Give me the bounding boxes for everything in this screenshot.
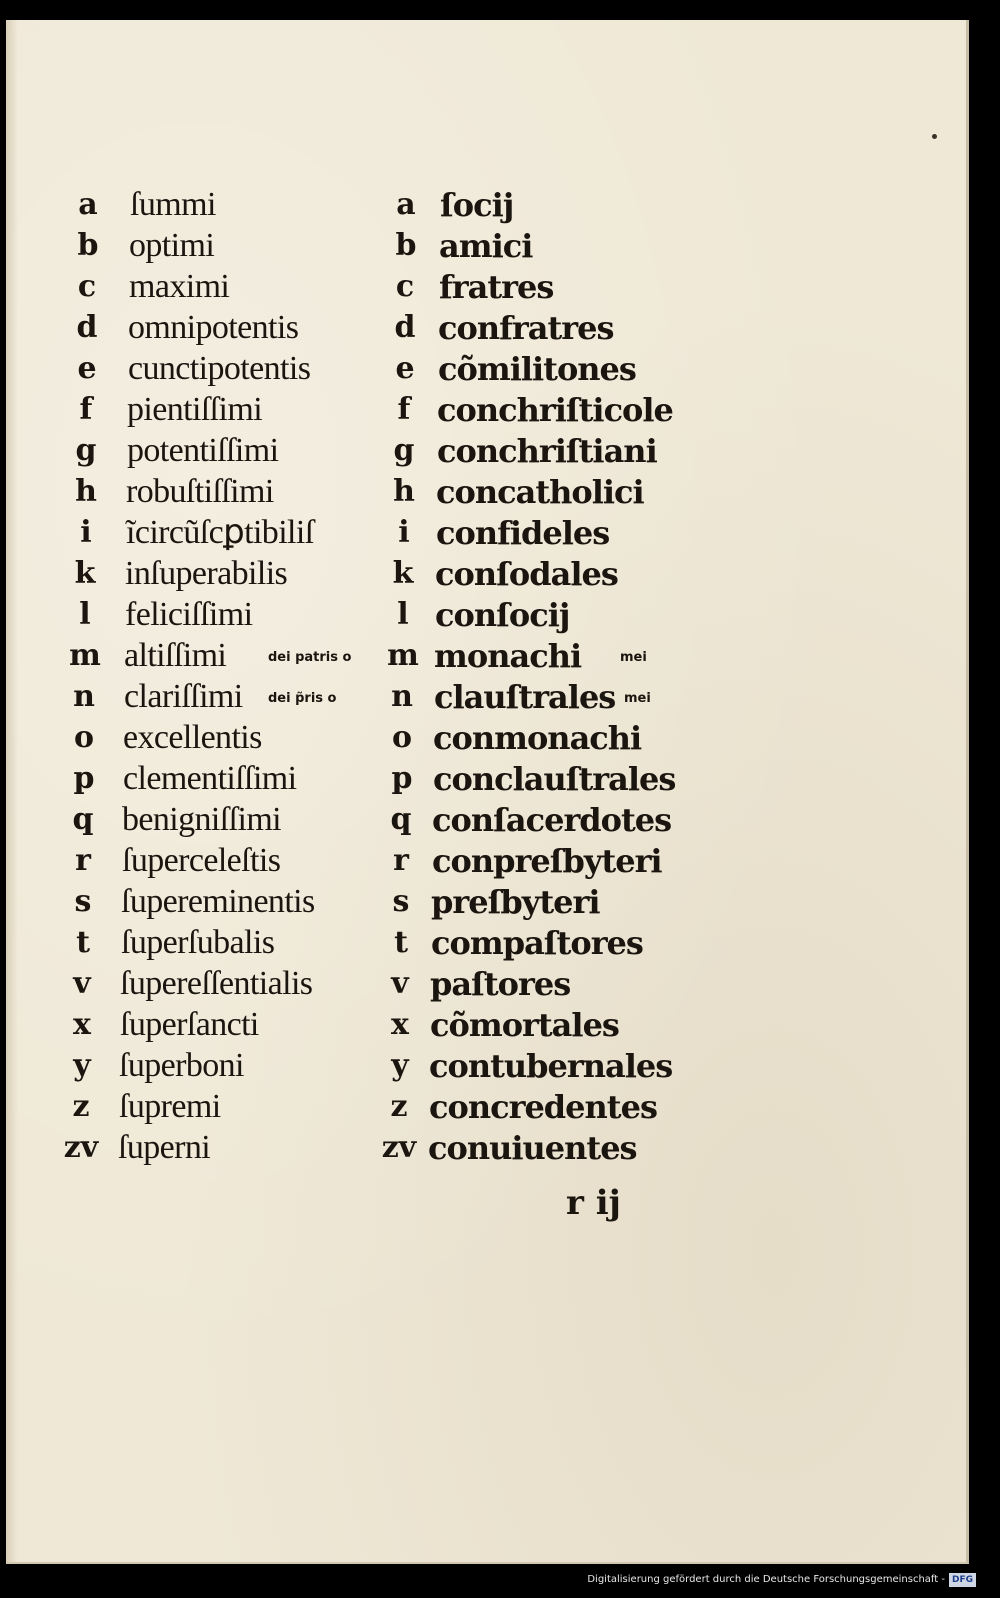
index-row — [6, 512, 966, 554]
left-word: ſuperni — [118, 1129, 211, 1166]
index-row — [6, 184, 966, 226]
right-letter: a — [396, 187, 416, 222]
index-row — [6, 1004, 966, 1046]
right-letter: i — [398, 515, 410, 550]
index-row — [6, 225, 966, 267]
left-letter: z — [72, 1089, 90, 1124]
left-word: excellentis — [123, 719, 262, 756]
left-word: ſummi — [130, 186, 216, 223]
index-row — [6, 676, 966, 718]
right-letter: h — [393, 474, 415, 509]
right-letter: c — [395, 269, 415, 304]
index-row — [6, 1045, 966, 1087]
right-letter: f — [397, 392, 411, 427]
left-word: clementiſſimi — [123, 760, 297, 797]
right-letter: m — [387, 638, 419, 673]
left-letter: s — [74, 884, 92, 919]
right-word: conclauſtrales — [433, 760, 676, 798]
right-word: monachi — [434, 637, 582, 675]
left-letter: q — [72, 802, 94, 837]
index-row — [6, 1086, 966, 1128]
index-row — [6, 635, 966, 677]
right-word: fratres — [439, 268, 554, 306]
right-word: preſbyteri — [431, 883, 600, 921]
right-letter: q — [390, 802, 412, 837]
right-letter: y — [391, 1048, 409, 1083]
index-row — [6, 1127, 966, 1169]
dfg-logo: DFG — [949, 1573, 976, 1587]
right-letter: e — [395, 351, 415, 386]
left-word: pientiſſimi — [127, 391, 263, 428]
right-word: cõmilitones — [438, 350, 636, 388]
right-letter: x — [391, 1007, 409, 1042]
left-letter: f — [79, 392, 93, 427]
left-word: omnipotentis — [128, 309, 299, 346]
ink-speck — [932, 134, 937, 139]
left-word: feliciſſimi — [125, 596, 253, 633]
right-letter: z — [390, 1089, 408, 1124]
left-letter: x — [73, 1007, 91, 1042]
index-row — [6, 758, 966, 800]
right-word: cõmortales — [430, 1006, 619, 1044]
right-word: compaſtores — [431, 924, 643, 962]
right-word: clauſtrales — [434, 678, 616, 716]
right-letter: p — [391, 761, 413, 796]
right-word: conſacerdotes — [432, 801, 672, 839]
right-word: conſocij — [435, 596, 570, 634]
index-row — [6, 266, 966, 308]
left-letter: r — [75, 843, 91, 878]
right-word: amici — [439, 227, 533, 265]
left-word: ſuperboni — [119, 1047, 244, 1084]
right-word: ſocij — [440, 186, 514, 224]
index-row — [6, 348, 966, 390]
left-word: robuſtiſſimi — [126, 473, 274, 510]
left-letter: d — [76, 310, 98, 345]
left-word: ſupereminentis — [121, 883, 315, 920]
left-word: potentiſſimi — [127, 432, 279, 469]
signature-mark: r ij — [566, 1183, 621, 1223]
right-word: conchriſticole — [437, 391, 673, 429]
right-word: conuiuentes — [428, 1129, 637, 1167]
right-note: mei — [620, 650, 647, 665]
left-letter: m — [69, 638, 101, 673]
right-word: concatholici — [436, 473, 644, 511]
right-letter: zv — [381, 1130, 417, 1165]
right-word: conpreſbyteri — [432, 842, 662, 880]
index-row — [6, 594, 966, 636]
left-note: dei p̃ris o — [268, 691, 337, 706]
right-letter: b — [395, 228, 417, 263]
right-letter: l — [397, 597, 409, 632]
right-letter: r — [393, 843, 409, 878]
digitization-credit — [587, 1572, 976, 1588]
left-word: maximi — [129, 268, 230, 305]
left-word: clariſſimi — [124, 678, 243, 715]
index-row — [6, 471, 966, 513]
left-letter: n — [73, 679, 95, 714]
right-word: confideles — [436, 514, 610, 552]
index-row — [6, 307, 966, 349]
index-row — [6, 717, 966, 759]
right-letter: n — [391, 679, 413, 714]
right-word: conchriſtiani — [437, 432, 657, 470]
left-word: altiſſimi — [124, 637, 227, 674]
footer-text: Digitalisierung gefördert durch die Deutsche Forschungsgemeinschaft - — [587, 1574, 945, 1585]
right-letter: o — [391, 720, 412, 755]
left-letter: b — [77, 228, 99, 263]
right-note: mei — [624, 691, 651, 706]
left-word: ſuperſubalis — [121, 924, 275, 961]
right-letter: d — [394, 310, 416, 345]
right-word: contubernales — [429, 1047, 673, 1085]
right-letter: g — [393, 433, 415, 468]
left-word: ſuperſancti — [120, 1006, 259, 1043]
right-letter: k — [392, 556, 414, 591]
left-word: ſuperceleſtis — [122, 842, 281, 879]
right-word: conſodales — [435, 555, 618, 593]
left-note: dei patris o — [268, 650, 352, 665]
left-letter: y — [73, 1048, 91, 1083]
right-letter: s — [392, 884, 410, 919]
left-letter: k — [74, 556, 96, 591]
left-letter: i — [80, 515, 92, 550]
left-word: ſupereſſentialis — [120, 965, 313, 1002]
left-letter: h — [75, 474, 97, 509]
left-word: ĩcircũſcꝑtibiliſ — [126, 514, 314, 551]
index-row — [6, 430, 966, 472]
left-letter: o — [73, 720, 94, 755]
index-row — [6, 553, 966, 595]
left-letter: l — [79, 597, 91, 632]
index-row — [6, 389, 966, 431]
left-letter: v — [73, 966, 91, 1001]
index-row — [6, 963, 966, 1005]
left-letter: a — [78, 187, 98, 222]
left-letter: c — [77, 269, 97, 304]
book-page — [6, 20, 969, 1564]
left-word: ſupremi — [119, 1088, 221, 1125]
left-word: benigniſſimi — [122, 801, 282, 838]
left-word: cunctipotentis — [128, 350, 311, 387]
left-word: inſuperabilis — [125, 555, 288, 592]
index-row — [6, 881, 966, 923]
right-letter: v — [391, 966, 409, 1001]
index-row — [6, 922, 966, 964]
left-letter: zv — [63, 1130, 99, 1165]
right-word: concredentes — [429, 1088, 657, 1126]
left-word: optimi — [129, 227, 215, 264]
left-letter: p — [73, 761, 95, 796]
left-letter: t — [76, 925, 90, 960]
right-word: paſtores — [430, 965, 571, 1003]
index-row — [6, 840, 966, 882]
left-letter: e — [77, 351, 97, 386]
right-letter: t — [394, 925, 408, 960]
right-word: conmonachi — [433, 719, 642, 757]
index-row — [6, 799, 966, 841]
left-letter: g — [75, 433, 97, 468]
right-word: confratres — [438, 309, 614, 347]
